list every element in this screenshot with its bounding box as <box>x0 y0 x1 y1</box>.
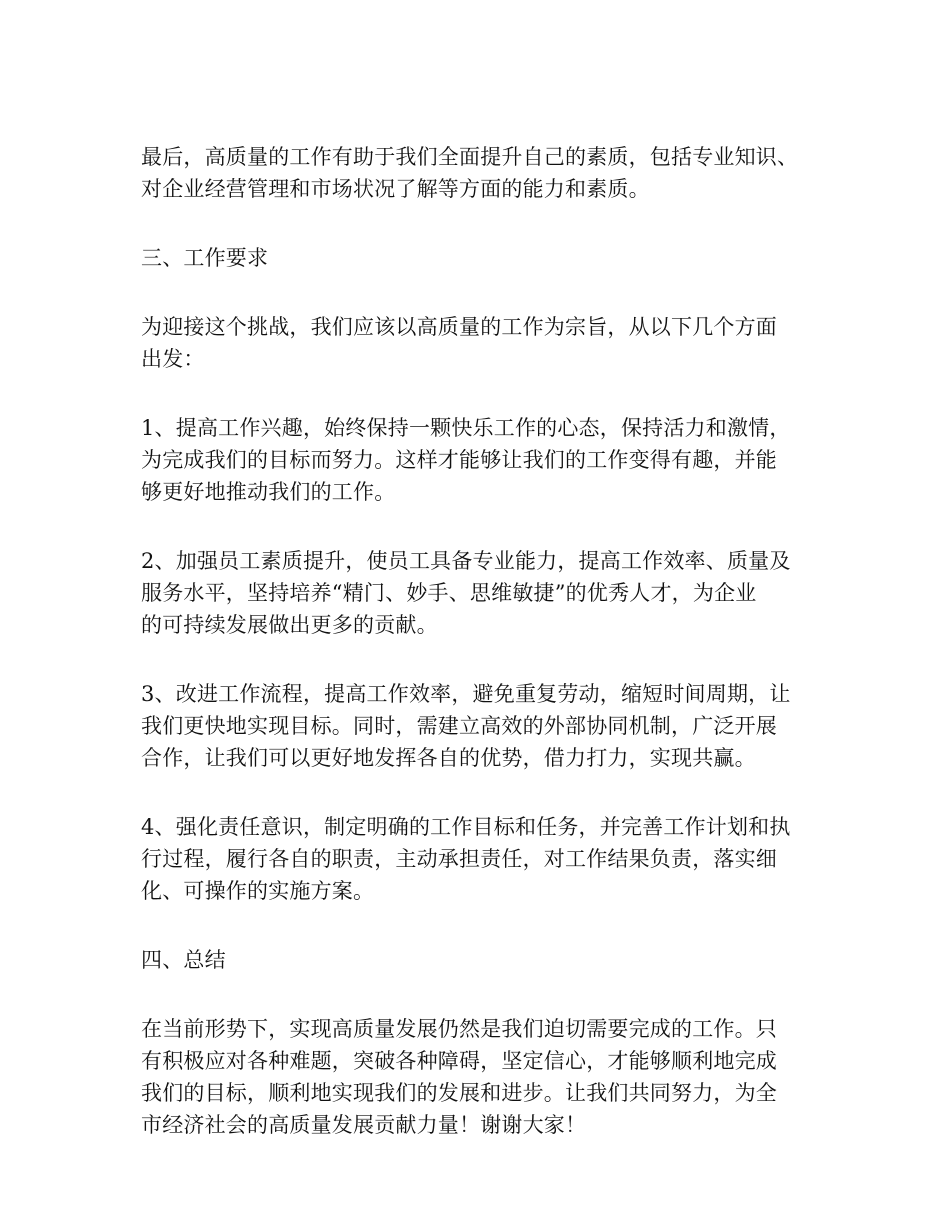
requirement-item-1 <box>141 412 831 508</box>
document-body <box>141 141 831 1141</box>
paragraph-line: 服务水平，坚持培养“精门、妙手、思维敏捷”的优秀人才，为企业 <box>141 581 757 605</box>
paragraph-line: 合作，让我们可以更好地发挥各自的优势，借力打力，实现共赢。 <box>141 746 756 770</box>
paragraph-line: 为完成我们的目标而努力。这样才能够让我们的工作变得有趣，并能 <box>141 448 777 472</box>
paragraph-line: 的可持续发展做出更多的贡献。 <box>141 613 438 637</box>
paragraph-line: 市经济社会的高质量发展贡献力量！谢谢大家！ <box>141 1113 587 1137</box>
paragraph-line: 对企业经营管理和市场状况了解等方面的能力和素质。 <box>141 177 650 201</box>
requirement-item-3 <box>141 678 831 774</box>
paragraph-line: 在当前形势下，实现高质量发展仍然是我们迫切需要完成的工作。只 <box>141 1017 777 1041</box>
paragraph-line: 我们更快地实现目标。同时，需建立高效的外部协同机制，广泛开展 <box>141 714 777 738</box>
requirements-intro-paragraph <box>141 311 831 375</box>
paragraph-line: 出发： <box>141 347 205 371</box>
paragraph-line: 1、提高工作兴趣，始终保持一颗快乐工作的心态，保持活力和激情， <box>141 416 791 440</box>
paragraph-line: 我们的目标，顺利地实现我们的发展和进步。让我们共同努力，为全 <box>141 1081 777 1105</box>
paragraph-line: 行过程，履行各自的职责，主动承担责任，对工作结果负责，落实细 <box>141 847 777 871</box>
section-heading: 四、总结 <box>141 948 226 972</box>
paragraph-line: 4、强化责任意识，制定明确的工作目标和任务，并完善工作计划和执 <box>141 815 791 839</box>
paragraph-line: 化、可操作的实施方案。 <box>141 879 375 903</box>
summary-paragraph <box>141 1013 831 1141</box>
paragraph-line: 够更好地推动我们的工作。 <box>141 480 396 504</box>
paragraph-line: 有积极应对各种难题，突破各种障碍，坚定信心，才能够顺利地完成 <box>141 1049 777 1073</box>
paragraph-line: 最后，高质量的工作有助于我们全面提升自己的素质，包括专业知识、 <box>141 145 799 169</box>
requirement-item-2 <box>141 545 831 641</box>
paragraph-line: 2、加强员工素质提升，使员工具备专业能力，提高工作效率、质量及 <box>141 549 791 573</box>
section-heading-summary <box>141 944 831 976</box>
paragraph-line: 为迎接这个挑战，我们应该以高质量的工作为宗旨，从以下几个方面 <box>141 315 777 339</box>
section-heading-work-requirements <box>141 242 831 274</box>
paragraph-line: 3、改进工作流程，提高工作效率，避免重复劳动，缩短时间周期，让 <box>141 682 791 706</box>
section-heading: 三、工作要求 <box>141 246 269 270</box>
requirement-item-4 <box>141 811 831 907</box>
conclusion-intro-paragraph <box>141 141 831 205</box>
